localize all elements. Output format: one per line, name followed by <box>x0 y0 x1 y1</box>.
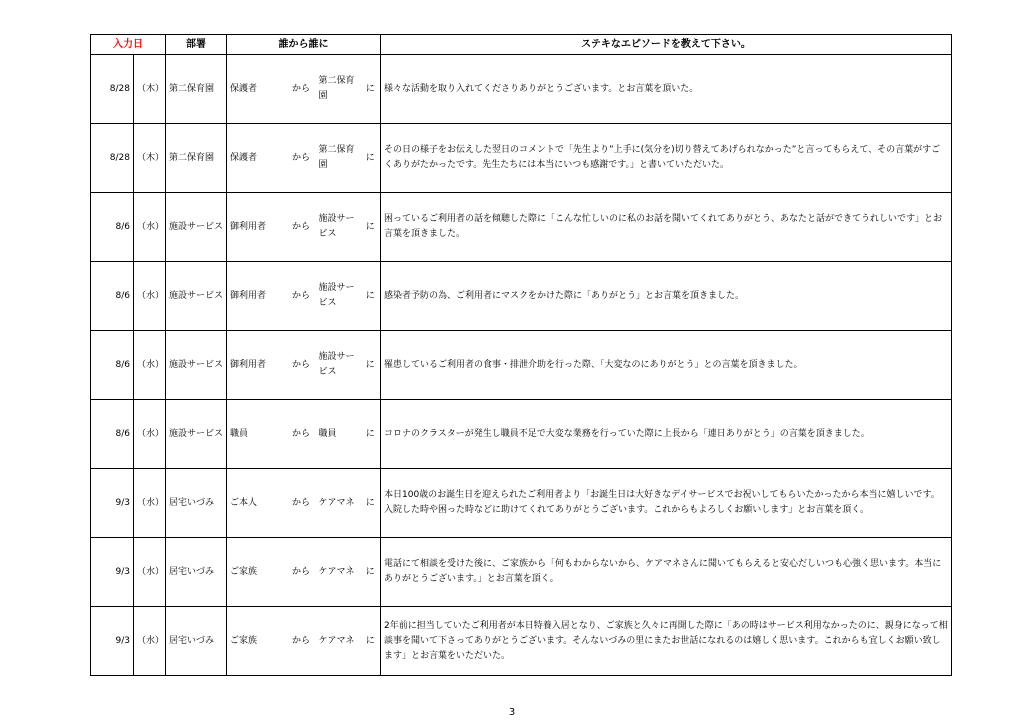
header-row <box>91 35 952 55</box>
row-to: ケアマネ <box>316 538 361 607</box>
row-ni-particle: に <box>361 124 381 193</box>
row-from: 保護者 <box>227 55 287 124</box>
header-episode: ステキなエピソードを教えて下さい。 <box>381 35 952 55</box>
row-ni-particle: に <box>361 538 381 607</box>
row-department: 居宅いづみ <box>166 538 227 607</box>
row-kara-particle: から <box>287 607 316 676</box>
row-weekday: （水） <box>134 538 166 607</box>
row-ni-particle: に <box>361 469 381 538</box>
header-dept: 部署 <box>166 35 227 55</box>
header-date: 入力日 <box>91 35 166 55</box>
table-row <box>91 538 952 607</box>
row-weekday: （水） <box>134 331 166 400</box>
row-date: 8/6 <box>91 262 134 331</box>
row-weekday: （水） <box>134 262 166 331</box>
row-to: 第二保育園 <box>316 124 361 193</box>
table-row <box>91 55 952 124</box>
row-ni-particle: に <box>361 262 381 331</box>
row-episode: 感染者予防の為、ご利用者にマスクをかけた際に「ありがとう」とお言葉を頂きました。 <box>381 262 952 331</box>
row-department: 施設サービス <box>166 331 227 400</box>
row-episode: 電話にて相談を受けた後に、ご家族から「何もわからないから、ケアマネさんに聞いてもらえると安心だしいつも心強く思います。本当にありがとうございます。」とお言葉を頂く。 <box>381 538 952 607</box>
row-department: 第二保育園 <box>166 124 227 193</box>
row-ni-particle: に <box>361 331 381 400</box>
row-to: ケアマネ <box>316 607 361 676</box>
row-episode: 本日100歳のお誕生日を迎えられたご利用者より「お誕生日は大好きなデイサービスでお祝いしてもらいたかったから本当に嬉しいです。入院した時や困った時などに助けてくれてありがとうございます。これからもよろしくお願いします」とお言葉を頂く。 <box>381 469 952 538</box>
header-who: 誰から誰に <box>227 35 381 55</box>
row-from: ご本人 <box>227 469 287 538</box>
row-kara-particle: から <box>287 124 316 193</box>
row-to: 第二保育園 <box>316 55 361 124</box>
row-department: 居宅いづみ <box>166 607 227 676</box>
episode-table <box>90 34 952 676</box>
row-ni-particle: に <box>361 193 381 262</box>
row-to: 施設サービス <box>316 331 361 400</box>
row-to: 施設サービス <box>316 193 361 262</box>
table-row <box>91 331 952 400</box>
row-date: 8/6 <box>91 400 134 469</box>
row-weekday: （水） <box>134 469 166 538</box>
row-episode: コロナのクラスターが発生し職員不足で大変な業務を行っていた際に上長から「連日ありがとう」の言葉を頂きました。 <box>381 400 952 469</box>
row-kara-particle: から <box>287 331 316 400</box>
row-weekday: （木） <box>134 55 166 124</box>
table-row <box>91 469 952 538</box>
row-kara-particle: から <box>287 469 316 538</box>
row-from: ご家族 <box>227 538 287 607</box>
row-weekday: （木） <box>134 124 166 193</box>
row-episode: 罹患しているご利用者の食事・排泄介助を行った際、「大変なのにありがとう」との言葉を頂きました。 <box>381 331 952 400</box>
row-department: 施設サービス <box>166 262 227 331</box>
row-weekday: （水） <box>134 193 166 262</box>
row-date: 8/28 <box>91 55 134 124</box>
row-kara-particle: から <box>287 538 316 607</box>
row-from: 職員 <box>227 400 287 469</box>
row-date: 9/3 <box>91 538 134 607</box>
row-ni-particle: に <box>361 607 381 676</box>
row-from: 御利用者 <box>227 193 287 262</box>
row-department: 施設サービス <box>166 193 227 262</box>
row-ni-particle: に <box>361 400 381 469</box>
row-from: ご家族 <box>227 607 287 676</box>
table-row <box>91 262 952 331</box>
row-from: 御利用者 <box>227 262 287 331</box>
row-weekday: （水） <box>134 607 166 676</box>
table-row <box>91 400 952 469</box>
row-date: 9/3 <box>91 607 134 676</box>
row-from: 保護者 <box>227 124 287 193</box>
row-episode: 2年前に担当していたご利用者が本日特養入居となり、ご家族と久々に再開した際に「あの時はサービス利用なかったのに、親身になって相談事を聞いて下さってありがとうございます。そんないづみの里にまたお世話になれるのは嬉しく思います。これからも宜しくお願い致します」とお言葉をいただいた。 <box>381 607 952 676</box>
row-from: 御利用者 <box>227 331 287 400</box>
row-department: 第二保育園 <box>166 55 227 124</box>
row-department: 施設サービス <box>166 400 227 469</box>
row-date: 8/28 <box>91 124 134 193</box>
row-kara-particle: から <box>287 193 316 262</box>
row-episode: その日の様子をお伝えした翌日のコメントで「先生より”上手に(気分を)切り替えてあげられなかった”と言ってもらえて、その言葉がすごくありがたかったです。先生たちには本当にいつも感謝です。」と書いていただいた。 <box>381 124 952 193</box>
row-episode: 様々な活動を取り入れてくださりありがとうございます。とお言葉を頂いた。 <box>381 55 952 124</box>
row-to: 職員 <box>316 400 361 469</box>
row-kara-particle: から <box>287 400 316 469</box>
row-date: 8/6 <box>91 331 134 400</box>
table-row <box>91 193 952 262</box>
row-weekday: （水） <box>134 400 166 469</box>
table-row <box>91 124 952 193</box>
row-kara-particle: から <box>287 262 316 331</box>
row-department: 居宅いづみ <box>166 469 227 538</box>
row-date: 8/6 <box>91 193 134 262</box>
row-date: 9/3 <box>91 469 134 538</box>
row-episode: 困っているご利用者の話を傾聴した際に「こんな忙しいのに私のお話を聞いてくれてありがとう、あなたと話ができてうれしいです」とお言葉を頂きました。 <box>381 193 952 262</box>
table-row <box>91 607 952 676</box>
row-to: ケアマネ <box>316 469 361 538</box>
page-number: 3 <box>508 707 516 718</box>
row-to: 施設サービス <box>316 262 361 331</box>
row-kara-particle: から <box>287 55 316 124</box>
row-ni-particle: に <box>361 55 381 124</box>
